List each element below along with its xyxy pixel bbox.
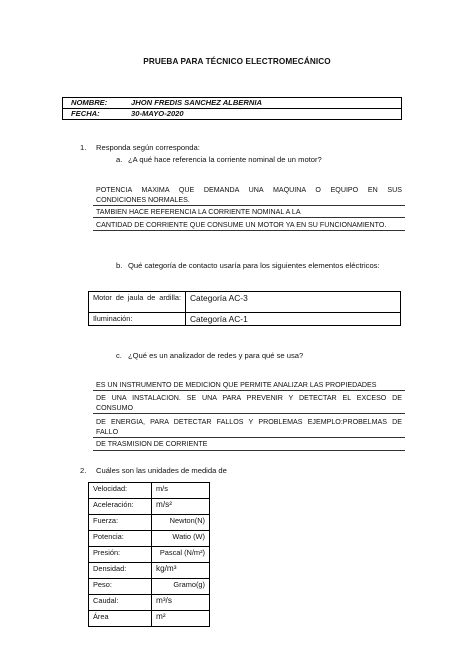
q1c-answer-line: CONSUMO xyxy=(96,404,134,412)
q1c-answer-line: FALLO xyxy=(96,428,119,436)
magnitude-cell: Presión: xyxy=(89,547,152,563)
q1a-letter: a. xyxy=(116,155,123,164)
table-row xyxy=(89,292,401,313)
unit-cell: Watio (W) xyxy=(152,531,210,547)
q1c-letter: c. xyxy=(116,351,122,360)
q1a-answer-line: CANTIDAD DE CORRIENTE QUE CONSUME UN MOTOR YA EN SU FUNCIONAMIENTO. xyxy=(96,221,387,229)
date-value: 30-MAYO-2020 xyxy=(131,109,184,118)
name-value: JHON FREDIS SANCHEZ ALBERNIA xyxy=(131,98,262,107)
q1c-question: ¿Qué es un analizador de redes y para qué se usa? xyxy=(128,351,304,360)
table-row xyxy=(89,595,210,611)
q1c-answer-line: DE ENERGIA, PARA DETECTAR FALLOS Y PROBLEMAS EJEMPLO:PROBELMAS DE xyxy=(96,418,402,426)
q1c-answer-line: ES UN INSTRUMENTO DE MEDICION QUE PERMITE ANALIZAR LAS PROPIEDADES xyxy=(96,381,377,389)
magnitude-cell: Aceleración: xyxy=(89,499,152,515)
q1-number: 1. xyxy=(80,143,87,152)
table-row xyxy=(89,499,210,515)
answer-underline xyxy=(93,413,405,414)
magnitude-cell: Caudal: xyxy=(89,595,152,611)
q1b-question: Qué categoría de contacto usaría para los siguientes elementos eléctricos: xyxy=(128,261,380,270)
answer-underline xyxy=(93,437,405,438)
q1a-answer-line: TAMBIEN HACE REFERENCIA LA CORRIENTE NOMINAL A LA xyxy=(96,208,301,216)
answer-underline xyxy=(93,205,405,206)
table-row xyxy=(89,611,210,627)
q1c-answer-line: DE UNA INSTALACION. SE UNA PARA PREVENIR Y DETECTAR EL EXCESO DE xyxy=(96,394,402,402)
unit-cell: Newton(N) xyxy=(152,515,210,531)
table-row xyxy=(89,515,210,531)
magnitude-cell: Potencia: xyxy=(89,531,152,547)
unit-cell: m² xyxy=(152,611,210,627)
table-row xyxy=(89,563,210,579)
element-cell: Iluminación: xyxy=(89,313,186,326)
table-row xyxy=(89,547,210,563)
unit-cell: m³/s xyxy=(152,595,210,611)
magnitude-cell: Fuerza: xyxy=(89,515,152,531)
unit-cell: m/s xyxy=(152,483,210,499)
document-title: PRUEBA PARA TÉCNICO ELECTROMECÁNICO xyxy=(143,57,331,66)
contact-category-table xyxy=(88,291,401,326)
student-info-box xyxy=(62,97,402,120)
answer-underline xyxy=(93,390,405,391)
date-row xyxy=(63,109,401,119)
unit-cell: m/s² xyxy=(152,499,210,515)
category-cell: Categoría AC-1 xyxy=(186,313,401,326)
q1a-question: ¿A qué hace referencia la corriente nominal de un motor? xyxy=(128,155,322,164)
table-row xyxy=(89,313,401,326)
answer-underline xyxy=(93,230,405,231)
name-row xyxy=(63,98,401,109)
magnitude-cell: Velocidad: xyxy=(89,483,152,499)
element-cell: Motor de jaula de ardilla: xyxy=(89,292,186,313)
q2-number: 2. xyxy=(80,466,87,475)
unit-cell: Pascal (N/m²) xyxy=(152,547,210,563)
answer-underline xyxy=(93,217,405,218)
q1a-answer-line: POTENCIA MAXIMA QUE DEMANDA UNA MAQUINA O EQUIPO EN SUS xyxy=(96,186,402,194)
answer-underline xyxy=(93,450,405,451)
q2-text: Cuáles son las unidades de medida de xyxy=(96,466,227,475)
table-row xyxy=(89,579,210,595)
magnitude-cell: Densidad: xyxy=(89,563,152,579)
q1a-answer-line: CONDICIONES NORMALES. xyxy=(96,196,190,204)
name-label: NOMBRE: xyxy=(71,98,108,107)
q1c-answer-line: DE TRASMISION DE CORRIENTE xyxy=(96,440,208,448)
table-row xyxy=(89,483,210,499)
table-row xyxy=(89,531,210,547)
unit-cell: kg/m³ xyxy=(152,563,210,579)
magnitude-cell: Peso: xyxy=(89,579,152,595)
category-cell: Categoría AC-3 xyxy=(186,292,401,313)
units-table xyxy=(88,482,210,627)
unit-cell: Gramo(g) xyxy=(152,579,210,595)
q1-text: Responda según corresponda: xyxy=(96,143,200,152)
q1b-letter: b. xyxy=(116,261,123,270)
date-label: FECHA: xyxy=(71,109,100,118)
magnitude-cell: Área xyxy=(89,611,152,627)
